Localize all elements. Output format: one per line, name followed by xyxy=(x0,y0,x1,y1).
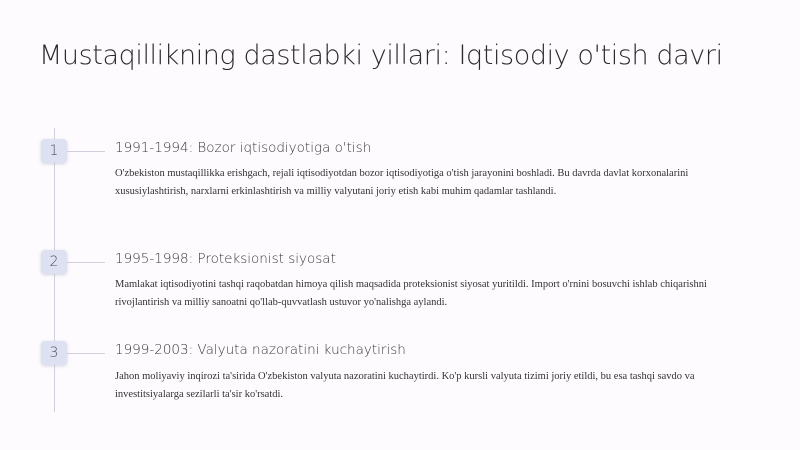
entry-title: 1995-1998: Proteksionist siyosat xyxy=(115,251,336,267)
step-number-badge: 2 xyxy=(41,250,67,274)
entry-title: 1999-2003: Valyuta nazoratini kuchaytirish xyxy=(115,342,406,358)
step-number-badge: 3 xyxy=(41,341,67,365)
entry-description: Jahon moliyaviy inqirozi ta'sirida O'zbekiston valyuta nazoratini kuchaytirdi. Ko'p kursli valyuta tizimi joriy etildi, bu esa tashqi savdo va investitsiyalarga sezilarli ta'sir ko'rsatdi. xyxy=(115,371,695,400)
entry-description: O'zbekiston mustaqillikka erishgach, rejali iqtisodiyotdan bozor iqtisodiyotiga o'tish jarayonini boshladi. Bu davrda davlat korxonalarini xususiylashtirish, narxlarni erkinlashtirish va milliy valyutani joriy etish kabi muhim qadamlar tashlandi. xyxy=(115,168,689,197)
page-title: Mustaqillikning dastlabki yillari: Iqtisodiy o'tish davri xyxy=(39,40,723,71)
connector-line xyxy=(67,353,105,354)
connector-line xyxy=(67,151,105,152)
entry-description: Mamlakat iqtisodiyotini tashqi raqobatdan himoya qilish maqsadida proteksionist siyosat yuritildi. Import o'rnini bosuvchi ishlab chiqarishni rivojlantirish va milliy sanoatni qo'llab-quvvatlash ustuvor yo'nalishga aylandi. xyxy=(115,279,707,308)
step-number-badge: 1 xyxy=(41,139,67,163)
entry-title: 1991-1994: Bozor iqtisodiyotiga o'tish xyxy=(115,140,372,156)
connector-line xyxy=(67,262,105,263)
